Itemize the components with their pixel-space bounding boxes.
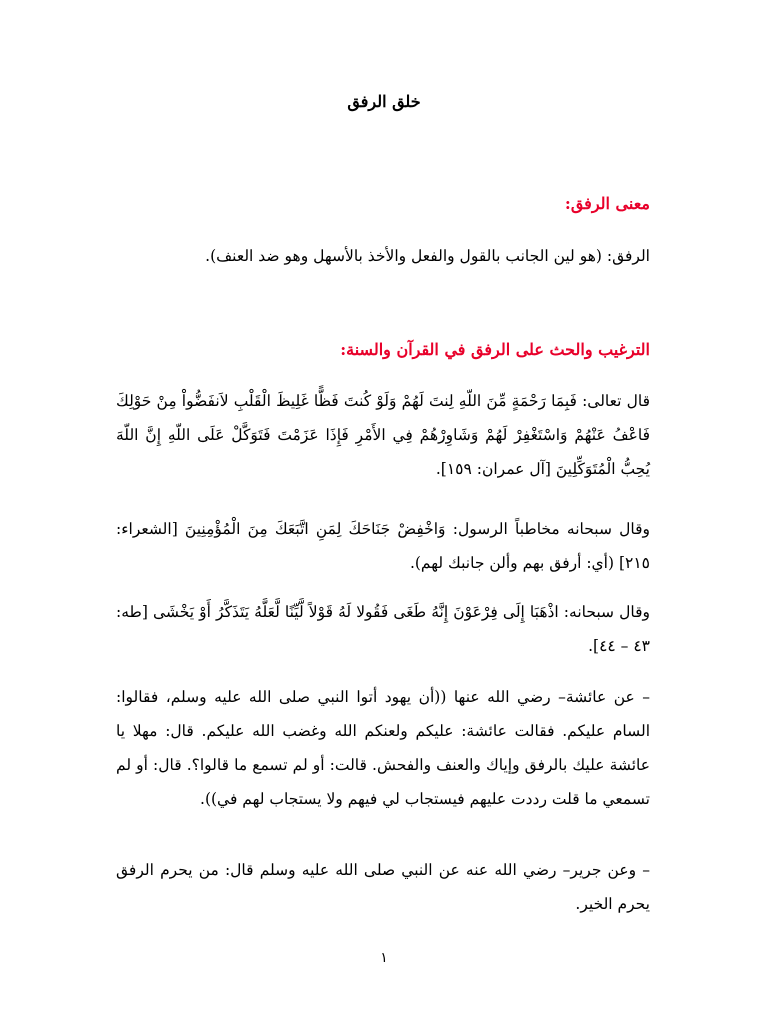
section-heading-encouragement: الترغيب والحث على الرفق في القرآن والسنة: [340,340,650,359]
page-number: ١ [380,950,388,966]
page-title: خلق الرفق [347,92,421,111]
paragraph-quran-shuara: وقال سبحانه مخاطباً الرسول: وَاخْفِضْ جَنَاحَكَ لِمَنِ اتَّبَعَكَ مِنَ الْمُؤْمِنِينَ [الشعراء: ٢١٥] (أي: أرفق بهم وألن جانبك لهم). [116,520,650,572]
section-heading-meaning: معنى الرفق: [564,194,650,213]
paragraph-definition: الرفق: (هو لين الجانب بالقول والفعل والأخذ بالأسهل وهو ضد العنف). [205,247,650,265]
paragraph-hadith-aisha: – عن عائشة– رضي الله عنها ((أن يهود أتوا النبي صلى الله عليه وسلم، فقالوا: السام عليكم. فقالت عائشة: عليكم ولعنكم الله وغضب الله عليكم. قال: مهلا يا عائشة عليك بالرفق وإياك والعنف والفحش. قالت: أو لم تسمع ما قالوا؟. قال: أو لم تسمعي ما قلت رددت عليهم فيستجاب لي فيهم ولا يستجاب لهم في)). [116,688,650,808]
paragraph-quran-al-imran: قال تعالى: فَبِمَا رَحْمَةٍ مِّنَ اللّهِ لِنتَ لَهُمْ وَلَوْ كُنتَ فَظًّا غَلِيظَ الْقَلْبِ لاَنفَضُّواْ مِنْ حَوْلِكَ فَاعْفُ عَنْهُمْ وَاسْتَغْفِرْ لَهُمْ وَشَاوِرْهُمْ فِي الأَمْرِ فَإِذَا عَزَمْتَ فَتَوَكَّلْ عَلَى اللّهِ إِنَّ اللّهَ يُحِبُّ الْمُتَوَكِّلِينَ [آل عمران: ١٥٩]. [116,392,650,478]
paragraph-quran-taha: وقال سبحانه: اذْهَبَا إِلَى فِرْعَوْنَ إِنَّهُ طَغَى فَقُولا لَهُ قَوْلاً لَّيِّنًا لَّعَلَّهُ يَتَذَكَّرُ أَوْ يَخْشَى [طه: ٤٣ – ٤٤]. [116,603,650,655]
paragraph-hadith-jarir: – وعن جرير– رضي الله عنه عن النبي صلى الله عليه وسلم قال: من يحرم الرفق يحرم الخير. [116,861,650,913]
